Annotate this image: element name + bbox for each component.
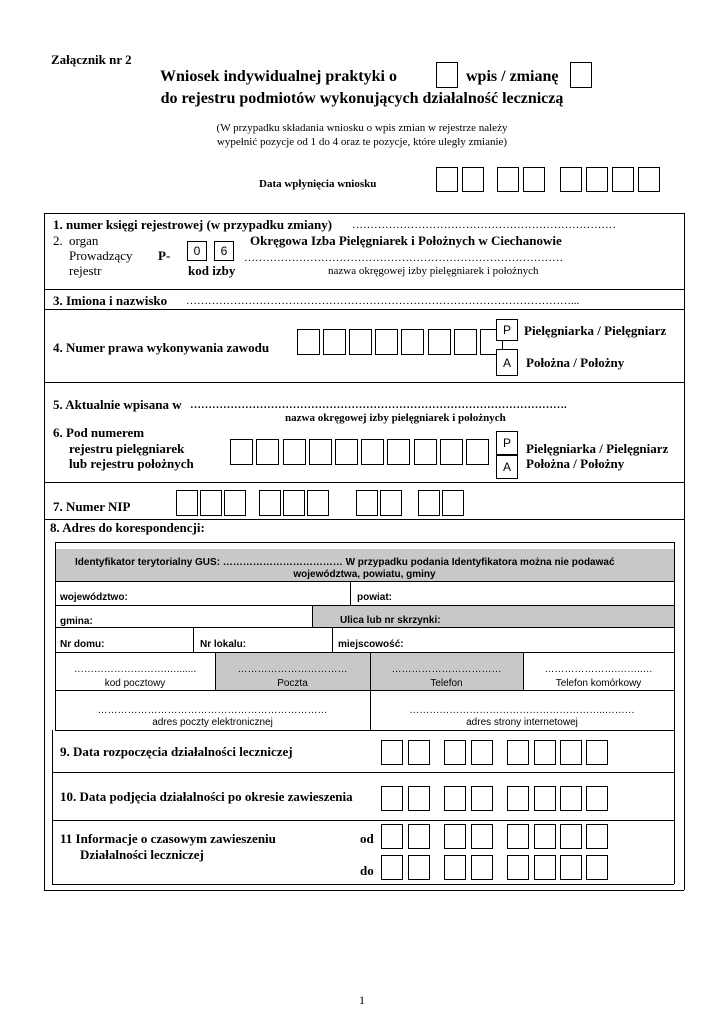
locality-field[interactable]: miejscowość:	[338, 639, 404, 650]
mobile-caption: Telefon komórkowy	[555, 678, 642, 689]
nip-box-1[interactable]	[176, 490, 198, 516]
section11-line2: Działalności leczniczej	[80, 847, 204, 862]
chamber-code-digit1[interactable]: 0	[187, 241, 207, 261]
mobile-dots[interactable]: ………………….……..…	[544, 664, 653, 675]
suspension-to-box-7[interactable]	[560, 855, 582, 880]
title-line2: do rejestru podmiotów wykonujących działalność leczniczą	[160, 90, 564, 107]
chamber-caption: nazwa okręgowej izby pielęgniarek i położnych	[328, 265, 539, 277]
instruction-line1: (W przypadku składania wniosku o wpis zmian w rejestrze należy	[216, 122, 508, 134]
chamber-code-caption: kod izby	[188, 263, 236, 278]
receipt-date-box-5[interactable]	[560, 167, 582, 192]
nip-box-2[interactable]	[200, 490, 222, 516]
suspension-from-label: od	[360, 831, 374, 846]
suspension-to-box-5[interactable]	[507, 855, 529, 880]
suspension-to-box-4[interactable]	[471, 855, 493, 880]
resume-date-box-8[interactable]	[586, 786, 608, 811]
nip-box-8[interactable]	[380, 490, 402, 516]
section9-label: 9. Data rozpoczęcia działalności leczniczej	[60, 744, 293, 759]
register-box-4[interactable]	[309, 439, 332, 465]
register-box-2[interactable]	[256, 439, 279, 465]
checkbox-wpis[interactable]	[436, 62, 458, 88]
suspension-from-box-7[interactable]	[560, 824, 582, 849]
suspension-from-box-1[interactable]	[381, 824, 403, 849]
license-box-7[interactable]	[454, 329, 477, 355]
section2-organ: organ	[69, 233, 99, 248]
chamber-dots[interactable]: ……………………………………………………………………………	[244, 252, 563, 264]
section2-rejestr: rejestr	[69, 263, 102, 278]
start-date-box-8[interactable]	[586, 740, 608, 765]
powiat-field[interactable]: powiat:	[357, 592, 392, 603]
section5-label: 5. Aktualnie wpisana w	[53, 397, 182, 412]
register-box-10[interactable]	[466, 439, 489, 465]
attachment-label: Załącznik nr 2	[51, 52, 132, 67]
section1-label: 1. numer księgi rejestrowej (w przypadku zmiany)	[53, 217, 333, 232]
receipt-date-label: Data wpłynięcia wniosku	[259, 178, 377, 190]
phone-caption: Telefon	[430, 678, 463, 689]
suspension-from-box-2[interactable]	[408, 824, 430, 849]
resume-date-box-2[interactable]	[408, 786, 430, 811]
register-nurse-checkbox[interactable]: P	[496, 431, 518, 455]
chamber-code-digit2[interactable]: 6	[214, 241, 234, 261]
suspension-to-box-8[interactable]	[586, 855, 608, 880]
suspension-from-box-3[interactable]	[444, 824, 466, 849]
resume-date-box-5[interactable]	[507, 786, 529, 811]
resume-date-box-7[interactable]	[560, 786, 582, 811]
website-caption: adres strony internetowej	[466, 717, 578, 728]
section11-line1: 11 Informacje o czasowym zawieszeniu	[60, 831, 276, 846]
nip-box-4[interactable]	[259, 490, 281, 516]
wojewodztwo-field[interactable]: województwo:	[60, 592, 128, 603]
suspension-from-box-5[interactable]	[507, 824, 529, 849]
suspension-from-box-4[interactable]	[471, 824, 493, 849]
register-box-6[interactable]	[361, 439, 384, 465]
street-field[interactable]: Ulica lub nr skrzynki:	[340, 615, 441, 626]
post-office-dots[interactable]: ……………………………	[237, 664, 348, 675]
register-box-3[interactable]	[283, 439, 306, 465]
receipt-date-box-8[interactable]	[638, 167, 660, 192]
register-nurse-label: Pielęgniarka / Pielęgniarz	[526, 441, 669, 456]
receipt-date-box-4[interactable]	[523, 167, 545, 192]
section3-dots[interactable]: ……………………………………………………………………………………………...	[186, 295, 580, 307]
house-number-field[interactable]: Nr domu:	[60, 639, 105, 650]
receipt-date-box-6[interactable]	[586, 167, 608, 192]
start-date-box-5[interactable]	[507, 740, 529, 765]
start-date-box-4[interactable]	[471, 740, 493, 765]
suspension-to-box-3[interactable]	[444, 855, 466, 880]
receipt-date-box-1[interactable]	[436, 167, 458, 192]
section6-line1: 6. Pod numerem	[53, 425, 145, 440]
website-dots[interactable]: …………………………………………………..………	[409, 705, 635, 716]
start-date-box-3[interactable]	[444, 740, 466, 765]
license-box-6[interactable]	[428, 329, 451, 355]
start-date-box-1[interactable]	[381, 740, 403, 765]
email-caption: adres poczty elektronicznej	[152, 717, 273, 728]
section5-dots[interactable]: ………………………………………………………………………………………….	[190, 399, 567, 411]
section8-label: 8. Adres do korespondencji:	[50, 520, 205, 535]
email-dots[interactable]: ……………………………………………………………	[97, 705, 328, 716]
resume-date-box-3[interactable]	[444, 786, 466, 811]
section5-caption: nazwa okręgowej izby pielęgniarek i położnych	[285, 412, 506, 424]
license-box-1[interactable]	[297, 329, 320, 355]
nip-box-7[interactable]	[356, 490, 378, 516]
section4-label: 4. Numer prawa wykonywania zawodu	[53, 340, 270, 355]
register-box-8[interactable]	[414, 439, 437, 465]
register-box-9[interactable]	[440, 439, 463, 465]
start-date-box-2[interactable]	[408, 740, 430, 765]
license-box-4[interactable]	[375, 329, 398, 355]
resume-date-box-1[interactable]	[381, 786, 403, 811]
receipt-date-box-3[interactable]	[497, 167, 519, 192]
register-midwife-checkbox[interactable]: A	[496, 455, 518, 479]
license-box-5[interactable]	[401, 329, 424, 355]
resume-date-box-6[interactable]	[534, 786, 556, 811]
license-box-2[interactable]	[323, 329, 346, 355]
phone-dots[interactable]: ……………………………	[391, 664, 502, 675]
suspension-to-box-1[interactable]	[381, 855, 403, 880]
gus-identifier-label[interactable]: Identyfikator terytorialny GUS: ……………………………… W przypadku podania Identyfikatora można nie podawać	[75, 557, 615, 568]
suspension-to-box-6[interactable]	[534, 855, 556, 880]
resume-date-box-4[interactable]	[471, 786, 493, 811]
apartment-number-field[interactable]: Nr lokalu:	[200, 639, 247, 650]
nip-box-5[interactable]	[283, 490, 305, 516]
section1-dots[interactable]: ………………………………………………………………	[352, 219, 616, 231]
gmina-field[interactable]: gmina:	[60, 616, 93, 627]
suspension-to-box-2[interactable]	[408, 855, 430, 880]
register-box-7[interactable]	[387, 439, 410, 465]
license-box-3[interactable]	[349, 329, 372, 355]
chamber-prefix: P-	[158, 248, 171, 263]
title-line1-b: wpis / zmianę	[466, 68, 559, 85]
postal-code-dots[interactable]: ……………………….….......	[73, 664, 197, 675]
checkbox-zmiana[interactable]	[570, 62, 592, 88]
nip-box-10[interactable]	[442, 490, 464, 516]
midwife-label: Położna / Położny	[526, 355, 625, 370]
register-box-5[interactable]	[335, 439, 358, 465]
title-line1-a: Wniosek indywidualnej praktyki o	[160, 68, 397, 85]
nurse-label: Pielęgniarka / Pielęgniarz	[524, 323, 667, 338]
postal-code-caption: kod pocztowy	[104, 678, 166, 689]
instruction-line2: wypełnić pozycje od 1 do 4 oraz te pozycje, które uległy zmianie)	[216, 136, 508, 148]
register-midwife-label: Położna / Położny	[526, 456, 625, 471]
start-date-box-7[interactable]	[560, 740, 582, 765]
post-office-caption: Poczta	[277, 678, 308, 689]
midwife-checkbox[interactable]: A	[496, 349, 518, 376]
nip-box-6[interactable]	[307, 490, 329, 516]
register-box-1[interactable]	[230, 439, 253, 465]
receipt-date-box-2[interactable]	[462, 167, 484, 192]
section7-label: 7. Numer NIP	[53, 499, 131, 514]
receipt-date-box-7[interactable]	[612, 167, 634, 192]
gus-note: województwa, powiatu, gminy	[293, 569, 436, 580]
section3-label: 3. Imiona i nazwisko	[53, 293, 168, 308]
nurse-checkbox[interactable]: P	[496, 319, 518, 341]
suspension-from-box-6[interactable]	[534, 824, 556, 849]
section10-label: 10. Data podjęcia działalności po okresie zawieszenia	[60, 789, 353, 804]
suspension-from-box-8[interactable]	[586, 824, 608, 849]
nip-box-3[interactable]	[224, 490, 246, 516]
page-number: 1	[359, 993, 365, 1007]
section6-line2: rejestru pielęgniarek	[69, 441, 185, 456]
section2-prowadzacy: Prowadzący	[69, 248, 133, 263]
chamber-name: Okręgowa Izba Pielęgniarek i Położnych w Ciechanowie	[250, 233, 562, 248]
start-date-box-6[interactable]	[534, 740, 556, 765]
section2-number: 2.	[53, 233, 63, 248]
suspension-to-label: do	[360, 863, 374, 878]
nip-box-9[interactable]	[418, 490, 440, 516]
section6-line3: lub rejestru położnych	[69, 456, 194, 471]
